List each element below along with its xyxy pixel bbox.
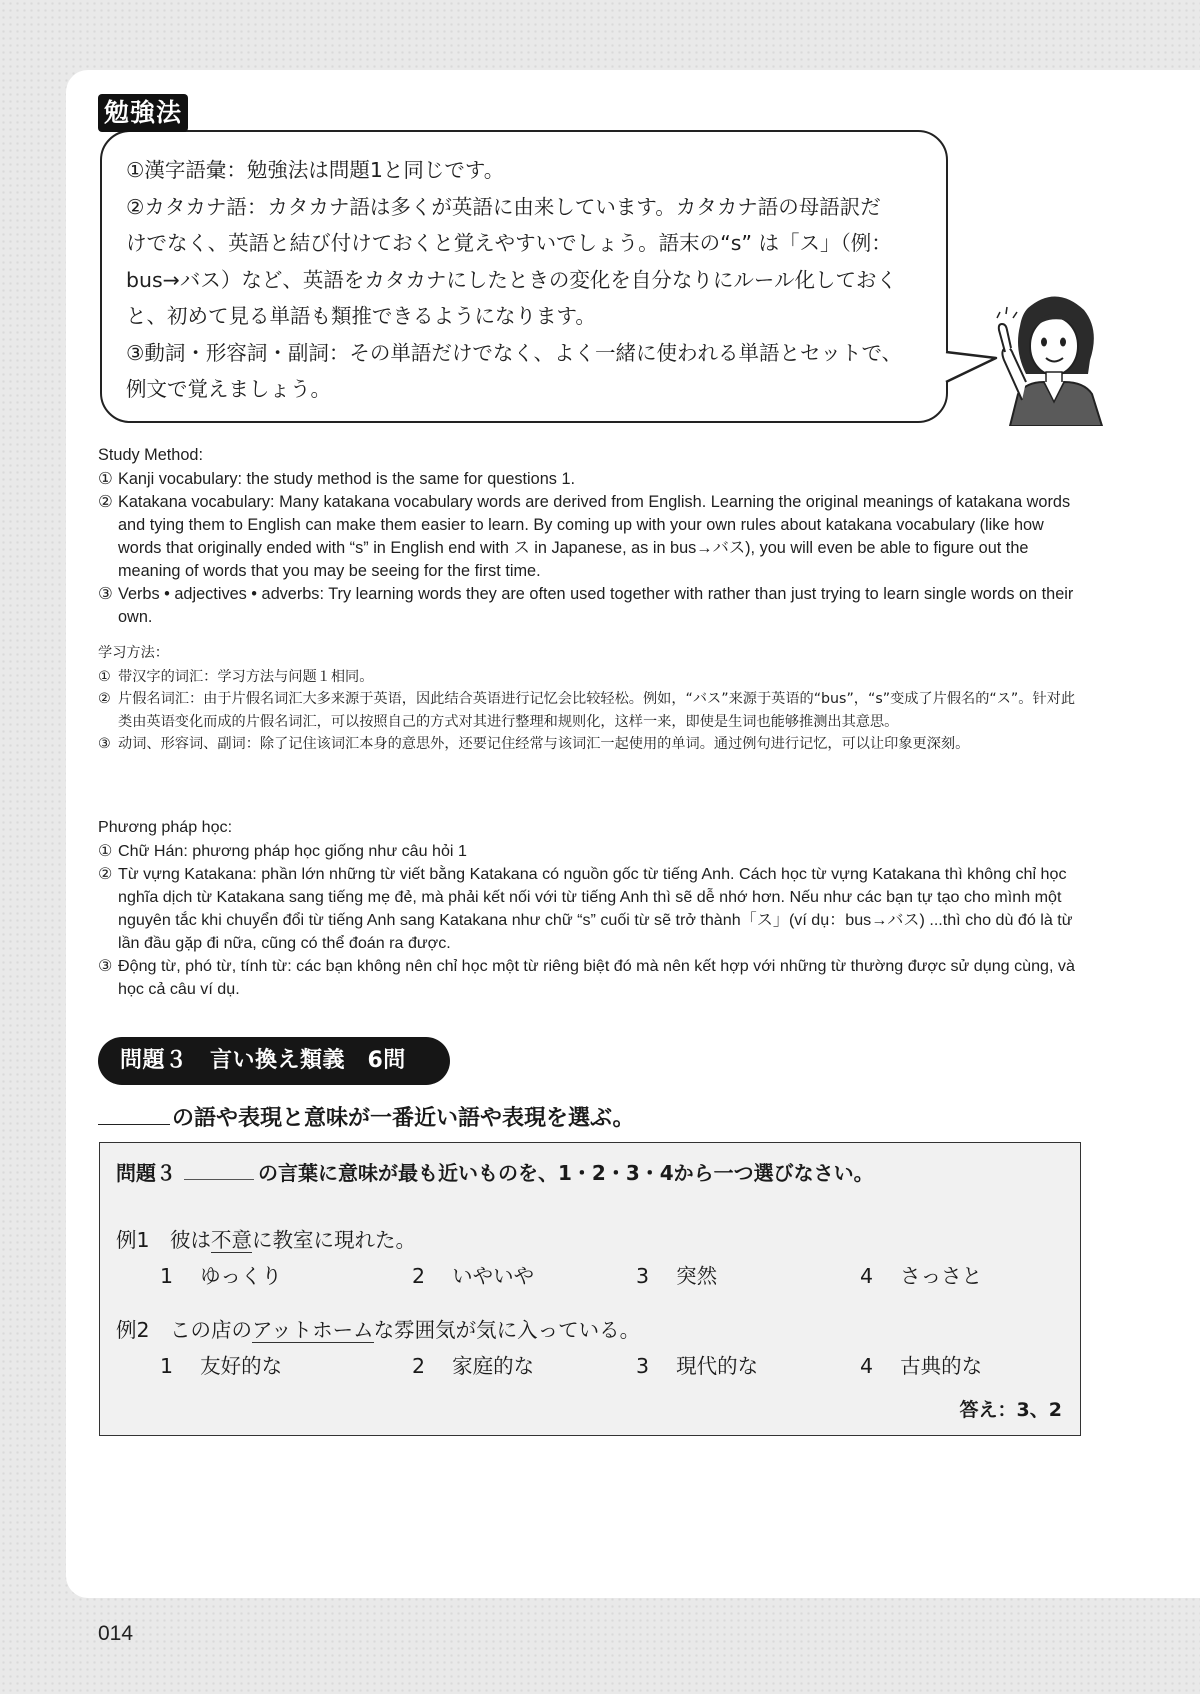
list-item xyxy=(98,955,1083,1001)
example-sentence xyxy=(116,1223,416,1253)
vietnamese-heading: Phương pháp học: xyxy=(98,818,233,836)
sentence-before: 彼は xyxy=(170,1228,212,1252)
option xyxy=(160,1259,282,1289)
item-number: ② xyxy=(98,691,111,708)
option xyxy=(160,1349,282,1379)
list-item xyxy=(98,733,1083,756)
bubble-line: と、初めて見る単語も類推できるようになります。 xyxy=(126,304,596,328)
example-sentence xyxy=(116,1313,640,1343)
option xyxy=(860,1349,982,1379)
bubble-line: ②カタカナ語：カタカナ語は多くが英語に由来しています。カタカナ語の母語訳だ xyxy=(126,194,881,219)
option-text: いやいや xyxy=(452,1264,535,1288)
option-text: 現代的な xyxy=(676,1354,759,1378)
option-number: 3 xyxy=(636,1354,650,1378)
option xyxy=(860,1259,982,1289)
list-item xyxy=(98,688,1083,733)
option xyxy=(412,1259,534,1289)
english-translation xyxy=(98,444,1083,629)
list-item xyxy=(98,840,1083,863)
english-heading: Study Method: xyxy=(98,446,203,464)
option-text: 突然 xyxy=(676,1264,718,1288)
vietnamese-translation xyxy=(98,816,1083,1001)
bubble-line: ③動詞・形容詞・副詞：その単語だけでなく、よく一緒に使われる単語とセットで、 xyxy=(126,340,903,365)
item-text: 动词、形容词、副词：除了记住该词汇本身的意思外，还要记住经常与该词汇一起使用的单词。通过例句进行记忆，可以让印象更深刻。 xyxy=(118,736,970,753)
item-number: ① xyxy=(98,470,113,488)
question-prompt xyxy=(116,1157,874,1186)
bubble-line: ①漢字語彙：勉強法は問題1と同じです。 xyxy=(126,158,505,182)
page-number: 014 xyxy=(98,1622,134,1645)
sentence-before: この店の xyxy=(170,1318,253,1342)
option-number: 4 xyxy=(860,1264,874,1288)
teacher-illustration-icon xyxy=(996,290,1106,426)
option-number: 4 xyxy=(860,1354,874,1378)
option-text: 家庭的な xyxy=(452,1354,535,1378)
item-text: Verbs • adjectives • adverbs: Try learning words they are often used together with rather than just trying to learn single words on their own. xyxy=(118,585,1074,626)
list-item xyxy=(98,491,1083,583)
item-text: Katakana vocabulary: Many katakana vocabulary words are derived from English. Learning the original meanings of katakana words and tying them to English can make them easier to learn. By coming up with your own rules about katakana vocabulary (like how words that originally ended with “s” in English end with ス in Japanese, as in bus→バス), you will even be able to figure out the meaning of words that you may be seeing for the first time. xyxy=(118,493,1071,580)
example-label: 例1 xyxy=(116,1228,150,1252)
option-text: 古典的な xyxy=(900,1354,983,1378)
prompt-label: 問題３ xyxy=(116,1161,176,1185)
section-instruction xyxy=(98,1100,634,1132)
option-text: さっさと xyxy=(900,1264,983,1288)
item-number: ③ xyxy=(98,957,113,975)
list-item xyxy=(98,863,1083,955)
sentence-after: に教室に現れた。 xyxy=(252,1228,417,1252)
example-box xyxy=(99,1142,1081,1436)
option-text: 友好的な xyxy=(200,1354,283,1378)
item-text: 带汉字的词汇：学习方法与问题１相同。 xyxy=(118,668,374,685)
sentence-after: な雰囲気が気に入っている。 xyxy=(373,1318,641,1342)
item-text: Chữ Hán: phương pháp học giống như câu hỏi 1 xyxy=(118,842,467,860)
item-number: ① xyxy=(98,668,111,685)
chinese-translation xyxy=(98,642,1083,756)
answer-blank xyxy=(98,1100,170,1125)
list-item xyxy=(98,583,1083,629)
study-method-heading: 勉強法 xyxy=(98,94,188,132)
underlined-word: アットホーム xyxy=(252,1318,374,1342)
list-item xyxy=(98,468,1083,491)
bubble-line: 例文で覚えましょう。 xyxy=(126,377,331,401)
option xyxy=(636,1259,717,1289)
option-text: ゆっくり xyxy=(200,1264,282,1288)
bubble-tail xyxy=(940,348,1000,388)
item-text: Từ vựng Katakana: phần lớn những từ viết bằng Katakana có nguồn gốc từ tiếng Anh. Cách học từ vựng Katakana thì không chỉ học nghĩa dịch từ Katakana sang tiếng mẹ đẻ, mà phải kết nối với từ tiếng Anh thì sẽ dễ nhớ hơn. Nếu như các bạn tự tạo cho mình một nguyên tắc khi chuyển đổi từ tiếng Anh sang Katakana như chữ “s” cuối từ sẽ trở thành「ス」(ví dụ：bus→バス) ...thì cho dù đó là từ lần đầu gặp đi nữa, cũng có thể đoán ra được. xyxy=(118,865,1073,952)
item-number: ② xyxy=(98,865,113,883)
prompt-blank xyxy=(184,1157,254,1180)
item-text: Kanji vocabulary: the study method is the same for questions 1. xyxy=(118,470,576,488)
chinese-heading: 学习方法： xyxy=(98,645,169,661)
item-text: 片假名词汇：由于片假名词汇大多来源于英语，因此结合英语进行记忆会比较轻松。例如，“バス”来源于英语的“bus”，“s”变成了片假名的“ス”。针对此类由英语变化而成的片假名词汇，可以按照自己的方式对其进行整理和规则化，这样一来，即使是生词也能够推测出其意思。 xyxy=(118,691,1076,730)
item-number: ② xyxy=(98,493,113,511)
instruction-text: の語や表現と意味が一番近い語や表現を選ぶ。 xyxy=(172,1106,635,1131)
bubble-line: けでなく、英語と結び付けておくと覚えやすいでしょう。語末の“s” は「ス」（例： xyxy=(126,231,892,255)
study-method-bubble xyxy=(100,130,948,423)
option-number: 1 xyxy=(160,1354,174,1378)
prompt-text: の言葉に意味が最も近いものを、1・2・3・4から一つ選びなさい。 xyxy=(258,1161,874,1185)
bubble-line: bus→バス）など、英語をカタカナにしたときの変化を自分なりにルール化しておく xyxy=(126,267,897,292)
option xyxy=(412,1349,534,1379)
underlined-word: 不意 xyxy=(211,1228,253,1252)
option-number: 2 xyxy=(412,1264,426,1288)
answer-key: 答え：3、2 xyxy=(959,1399,1062,1421)
item-number: ③ xyxy=(98,585,113,603)
example-label: 例2 xyxy=(116,1318,150,1342)
option-number: 2 xyxy=(412,1354,426,1378)
option xyxy=(636,1349,758,1379)
option-number: 1 xyxy=(160,1264,174,1288)
item-text: Động từ, phó từ, tính từ: các bạn không nên chỉ học một từ riêng biệt đó mà nên kết hợp với những từ thường được sử dụng cùng, và học cả câu ví dụ. xyxy=(118,957,1075,998)
list-item xyxy=(98,666,1083,689)
option-number: 3 xyxy=(636,1264,650,1288)
item-number: ① xyxy=(98,842,113,860)
section-title-pill: 問題３ 言い換え類義 6問 xyxy=(98,1037,450,1085)
item-number: ③ xyxy=(98,736,111,753)
